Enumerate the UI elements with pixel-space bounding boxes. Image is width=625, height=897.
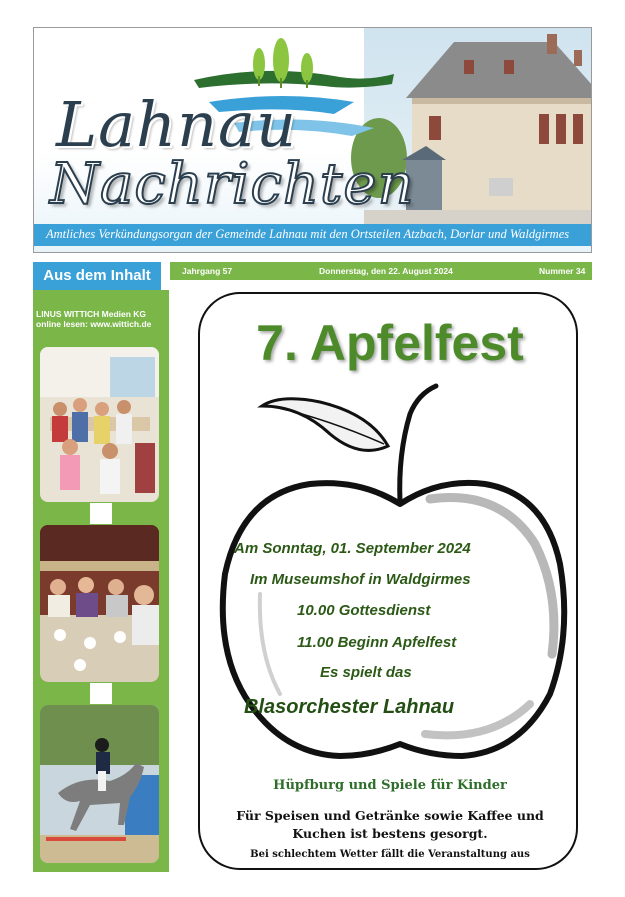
masthead-title-lahnau: Lahnau (56, 88, 297, 161)
issue-number: Nummer 34 (539, 266, 586, 276)
sidebar-column (33, 290, 169, 872)
apfelfest-poster (198, 292, 578, 870)
event-location: Im Museumshof in Waldgirmes (250, 571, 471, 588)
jahrgang-label: Jahrgang 57 (182, 266, 233, 276)
event-es-spielt: Es spielt das (320, 664, 412, 681)
wittich-publisher: LINUS WITTICH Medien KG (36, 309, 147, 319)
masthead-subtitle-bar (34, 224, 592, 246)
aus-dem-inhalt-label: Aus dem Inhalt (33, 262, 161, 290)
event-date: Am Sonntag, 01. September 2024 (234, 540, 471, 557)
event-beginn: 11.00 Beginn Apfelfest (297, 634, 457, 651)
photo-divider (90, 683, 112, 704)
wittich-online: online lesen: www.wittich.de (36, 319, 152, 329)
masthead-subtitle: Amtliches Verkündungsorgan der Gemeinde Lahnau mit den Ortsteilen Atzbach, Dorlar und Waldgirmes (46, 227, 570, 241)
food-line-2: Kuchen ist bestens gesorgt. (292, 826, 488, 841)
event-title: 7. Apfelfest (256, 315, 524, 371)
food-line-1: Für Speisen und Getränke sowie Kaffee und (236, 808, 544, 823)
weather-notice: Bei schlechtem Wetter fällt die Veranstaltung aus (250, 849, 530, 860)
photo-show-jumping[interactable] (40, 705, 159, 863)
issue-info-bar (170, 262, 592, 280)
masthead (33, 27, 592, 253)
masthead-title-nachrichten: Nachrichten (50, 152, 415, 217)
photo-seniors-coffee[interactable] (40, 525, 159, 682)
issue-date: Donnerstag, den 22. August 2024 (319, 266, 453, 276)
event-gottesdienst: 10.00 Gottesdienst (297, 602, 431, 619)
event-orchestra: Blasorchester Lahnau (244, 696, 455, 718)
photo-children-table[interactable] (40, 347, 159, 502)
photo-divider (90, 503, 112, 524)
kinder-activities: Hüpfburg und Spiele für Kinder (273, 778, 507, 793)
